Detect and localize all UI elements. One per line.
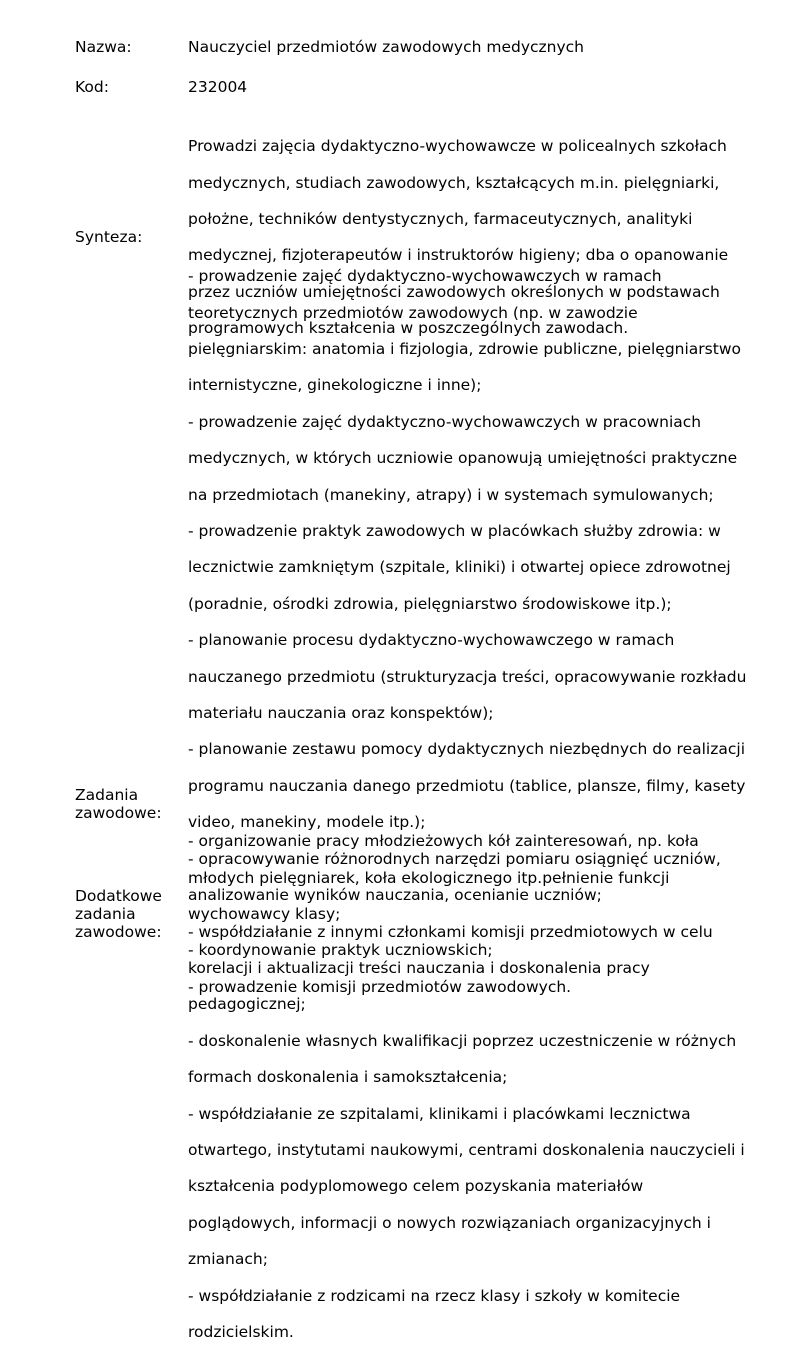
tasks-text (188, 249, 765, 1359)
extra-tasks-label (75, 887, 188, 942)
tasks-line: na przedmiotach (manekiny, atrapy) i w systemach symulowanych; (188, 485, 714, 504)
synteza-line: programowych kształcenia w poszczególnych zawodach. (188, 319, 629, 338)
tasks-line: - prowadzenie praktyk zawodowych w placówkach służby zdrowia: w (188, 522, 721, 541)
extra-tasks-row (75, 814, 765, 1014)
tasks-line: - planowanie procesu dydaktyczno-wychowawczego w ramach (188, 631, 675, 650)
synteza-line: medycznej, fizjoterapeutów i instruktorów higieny; dba o opanowanie (188, 246, 729, 265)
tasks-line: (poradnie, ośrodki zdrowia, pielęgniarstwo środowiskowe itp.); (188, 594, 672, 613)
tasks-line: - prowadzenie zajęć dydaktyczno-wychowawczych w pracowniach (188, 412, 702, 431)
tasks-line: zmianach; (188, 1250, 268, 1269)
name-row (75, 38, 765, 56)
name-value: Nauczyciel przedmiotów zawodowych medycznych (188, 38, 585, 56)
tasks-label-line: Zadania (75, 785, 139, 804)
extra-tasks-line: - organizowanie pracy młodzieżowych kół zainteresowań, np. koła (188, 832, 699, 851)
tasks-line: otwartego, instytutami naukowymi, centrami doskonalenia nauczycieli i (188, 1140, 745, 1159)
extra-tasks-label-line: zawodowe: (75, 923, 162, 942)
extra-tasks-text (188, 814, 765, 1014)
tasks-line: programu nauczania danego przedmiotu (tablice, plansze, filmy, kasety (188, 776, 746, 795)
extra-tasks-line: - koordynowanie praktyk uczniowskich; (188, 941, 493, 960)
extra-tasks-line: młodych pielęgniarek, koła ekologicznego itp.pełnienie funkcji (188, 868, 670, 887)
tasks-line: pielęgniarskim: anatomia i fizjologia, zdrowie publiczne, pielęgniarstwo (188, 340, 741, 359)
tasks-line: rodzicielskim. (188, 1322, 294, 1341)
tasks-line: - prowadzenie zajęć dydaktyczno-wychowawczych w ramach (188, 267, 662, 286)
synteza-line: przez uczniów umiejętności zawodowych określonych w podstawach (188, 282, 720, 301)
extra-tasks-label-line: zadania (75, 905, 136, 924)
tasks-line: poglądowych, informacji o nowych rozwiązaniach organizacyjnych i (188, 1213, 711, 1232)
code-value: 232004 (188, 78, 248, 96)
tasks-line: - współdziałanie ze szpitalami, klinikami i placówkami lecznictwa (188, 1104, 691, 1123)
name-label: Nazwa: (75, 38, 132, 56)
code-row (75, 78, 765, 96)
tasks-row (75, 249, 765, 1359)
tasks-line: medycznych, w których uczniowie opanowują umiejętności praktyczne (188, 449, 738, 468)
tasks-line: - doskonalenie własnych kwalifikacji poprzez uczestniczenie w różnych (188, 1031, 737, 1050)
synteza-line: Prowadzi zajęcia dydaktyczno-wychowawcze w policealnych szkołach (188, 137, 727, 156)
tasks-line: formach doskonalenia i samokształcenia; (188, 1068, 508, 1087)
code-label: Kod: (75, 78, 109, 96)
tasks-line: nauczanego przedmiotu (strukturyzacja treści, opracowywanie rozkładu (188, 667, 747, 686)
tasks-line: analizowanie wyników nauczania, ocenianie uczniów; (188, 886, 602, 905)
synteza-line: medycznych, studiach zawodowych, kształcących m.in. pielęgniarki, (188, 173, 720, 192)
synteza-line: położne, techników dentystycznych, farmaceutycznych, analityki (188, 210, 693, 229)
tasks-line: - współdziałanie z innymi członkami komisji przedmiotowych w celu (188, 922, 713, 941)
extra-tasks-line: - prowadzenie komisji przedmiotów zawodowych. (188, 977, 572, 996)
tasks-label-line: zawodowe: (75, 804, 162, 823)
tasks-line: - planowanie zestawu pomocy dydaktycznych niezbędnych do realizacji (188, 740, 746, 759)
tasks-line: kształcenia podyplomowego celem pozyskania materiałów (188, 1177, 644, 1196)
tasks-line: - opracowywanie różnorodnych narzędzi pomiaru osiągnięć uczniów, (188, 849, 721, 868)
extra-tasks-line: wychowawcy klasy; (188, 905, 341, 924)
tasks-line: teoretycznych przedmiotów zawodowych (np. w zawodzie (188, 303, 638, 322)
tasks-line: korelacji i aktualizacji treści nauczania i doskonalenia pracy (188, 958, 650, 977)
tasks-line: materiału nauczania oraz konspektów); (188, 704, 494, 723)
tasks-line: - współdziałanie z rodzicami na rzecz klasy i szkoły w komitecie (188, 1286, 681, 1305)
tasks-line: internistyczne, ginekologiczne i inne); (188, 376, 482, 395)
extra-tasks-label-line: Dodatkowe (75, 886, 162, 905)
tasks-line: video, manekiny, modele itp.); (188, 813, 426, 832)
synteza-label: Synteza: (75, 228, 143, 247)
tasks-line: lecznictwie zamkniętym (szpitale, kliniki) i otwartej opiece zdrowotnej (188, 558, 731, 577)
tasks-line: pedagogicznej; (188, 995, 306, 1014)
